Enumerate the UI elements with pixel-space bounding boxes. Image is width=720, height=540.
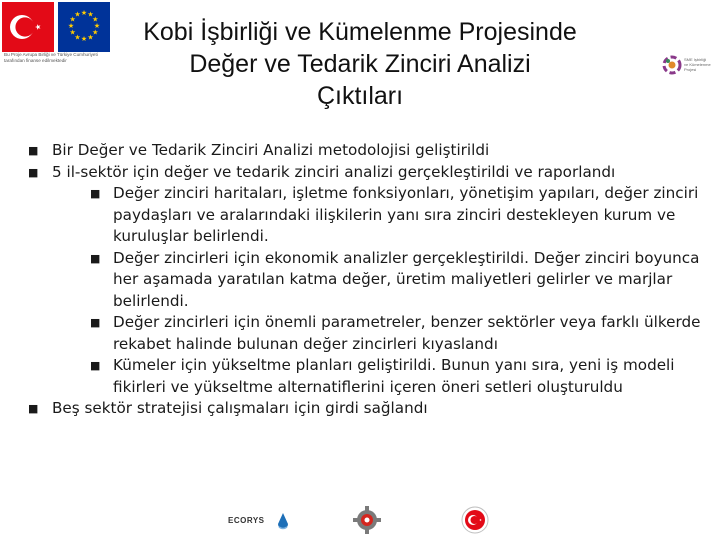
header-caption-line: tarafından finanse edilmektedir: [4, 58, 67, 63]
bullet-square-icon: ■: [28, 165, 39, 179]
list-item-text: 5 il-sektör için değer ve tedarik zinciri analizi gerçekleştirildi ve raporlandı: [52, 162, 616, 181]
bullet-square-icon: ■: [90, 251, 101, 265]
kosgeb-gear-icon: [350, 505, 384, 535]
project-logo: [662, 55, 714, 81]
title-line: Kobi İşbirliği ve Kümelenme Projesinde: [143, 18, 577, 46]
svg-text:★: ★: [87, 10, 94, 19]
svg-text:★: ★: [93, 22, 101, 30]
list-item-text: Kümeler için yükseltme planları geliştirildi. Bunun yanı sıra, yeni iş modeli fikirleri ve yükseltme alternatiflerini içeren öneri setleri oluşturuldu: [113, 356, 675, 396]
bullet-square-icon: ■: [28, 144, 39, 157]
project-logo-line: SME Işbirliği: [684, 57, 707, 62]
turkey-seal-icon: [460, 505, 490, 535]
list-item-text: Değer zincirleri için önemli parametreler, benzer sektörler veya farklı ülkerde rekabet halinde bulunan değer zincirleri kıyaslandı: [113, 313, 701, 353]
bullet-list: [28, 140, 708, 420]
bullet-square-icon: ■: [28, 402, 39, 415]
svg-text:★: ★: [92, 28, 99, 37]
svg-text:★: ★: [80, 9, 88, 17]
list-item-text: Değer zinciri haritaları, işletme fonksiyonları, yönetişim yapıları, değer zinciri paydaşları ve aralarındaki ilişkilerin yanı sıra zinciri destekleyen kurum ve kuruluşlar belirlendi.: [113, 184, 699, 245]
list-item: [28, 398, 708, 420]
list-item: [28, 162, 708, 184]
list-item-text: Beş sektör stratejisi çalışmaları için girdi sağlandı: [52, 399, 428, 417]
list-item: [28, 355, 708, 398]
bullet-square-icon: ■: [90, 316, 101, 329]
bullet-square-icon: ■: [90, 187, 101, 200]
list-item: [28, 312, 708, 355]
page-title: [100, 16, 620, 112]
turkey-flag-icon: [2, 2, 54, 52]
ecorys-logo-text: ECORYS: [228, 516, 265, 525]
svg-text:★: ★: [80, 35, 88, 43]
project-logo-line: ve Kümelenme: [684, 62, 711, 67]
svg-text:★: ★: [69, 15, 76, 24]
svg-text:★: ★: [87, 33, 94, 42]
list-item-text: Bir Değer ve Tedarik Zinciri Analizi metodolojisi geliştirildi: [52, 141, 490, 159]
list-item-text: Değer zincirleri için ekonomik analizler gerçekleştirildi. Değer zinciri boyunca her aşamada yaratılan katma değer, üretim maliyetleri gelirler ve marjlar belirlendi.: [113, 248, 700, 310]
ecorys-logo: [228, 512, 298, 532]
project-logo-text: [684, 57, 714, 72]
title-line: Çıktıları: [316, 82, 404, 110]
header-caption-line: Bu Proje Avrupa Birliği ve Türkiye Cumhuriyeti: [4, 52, 98, 57]
title-line: Değer ve Tedarik Zinciri Analizi: [189, 50, 531, 78]
svg-text:★: ★: [67, 22, 75, 30]
list-item: [28, 140, 708, 162]
svg-text:★: ★: [69, 28, 76, 37]
bullet-square-icon: ■: [90, 359, 101, 372]
svg-text:★: ★: [74, 10, 81, 19]
footer-logos: [0, 500, 720, 540]
list-item: [28, 183, 708, 248]
ecorys-drop-icon: [276, 512, 290, 532]
project-logo-icon: [662, 55, 682, 75]
svg-text:★: ★: [92, 15, 99, 24]
project-logo-line: Projesi: [684, 67, 697, 72]
list-item: [28, 248, 708, 313]
svg-text:★: ★: [74, 33, 81, 42]
